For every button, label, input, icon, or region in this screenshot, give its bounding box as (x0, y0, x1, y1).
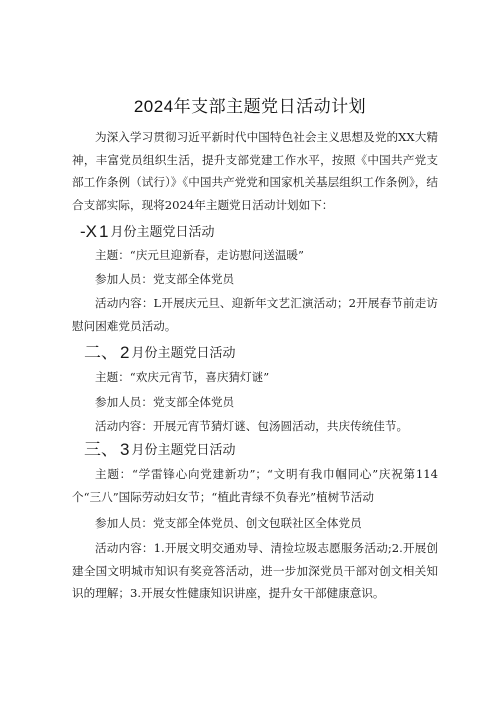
section-2-month-number: 2 (120, 343, 130, 362)
section-2-heading-text: 月份主题党日活动 (131, 345, 236, 360)
section-3-prefix: 三、 (84, 440, 118, 459)
section-3-month-number: 3 (120, 440, 130, 459)
section-2-participants: 参加人员：党支部全体党员 (95, 395, 235, 409)
document-title: 2024年支部主题党日活动计划 (133, 97, 367, 116)
section-3-content: 活动内容：1.开展文明交通劝导、清捡垃圾志愿服务活动;2.开展创建全国文明城市知识有奖竞答活动，进一步加深党员干部对创文相关知识的理解；3.开展女性健康知识讲座，提升女干部健康意识。 (72, 541, 438, 600)
section-2-content: 活动内容：开展元宵节猜灯谜、包汤圆活动，共庆传统佳节。 (95, 419, 409, 433)
section-3-theme: 主题：“学雷锋心向党建新功”；“文明有我巾帼同心”庆祝第114个“三八”国际劳动妇女节；“植此青绿不负春光”植树节活动 (72, 467, 438, 504)
section-1-heading-text: 月份主题党日活动 (110, 224, 215, 239)
section-2-prefix: 二、 (84, 343, 118, 362)
section-1-content: 活动内容：L开展庆元旦、迎新年文艺汇演活动；2开展春节前走访慰问困难党员活动。 (72, 296, 438, 333)
section-3-heading (84, 440, 444, 460)
section-2-theme: 主题：“欢庆元宵节，喜庆猜灯谜” (95, 370, 270, 384)
section-1-participants: 参加人员：党支部全体党员 (95, 272, 235, 286)
intro-paragraph: 为深入学习贯彻习近平新时代中国特色社会主义思想及党的XX大精神，丰富党员组织生活，提升支部党建工作水平，按照《中国共产党支部工作条例（试行）》《中国共产党党和国家机关基层组织工作条例》，结合支部实际，现将2024年主题党日活动计划如下： (72, 130, 438, 212)
section-1-month-number: 1 (99, 222, 109, 241)
section-1-theme: 主题：“庆元旦迎新春，走访慰问送温暖” (95, 248, 304, 262)
section-3-participants: 参加人员：党支部全体党员、创文包联社区全体党员 (95, 516, 362, 530)
section-2-heading (84, 343, 444, 363)
section-1-prefix: -X (80, 222, 97, 241)
section-3-heading-text: 月份主题党日活动 (131, 442, 236, 457)
section-1-heading (80, 222, 440, 242)
